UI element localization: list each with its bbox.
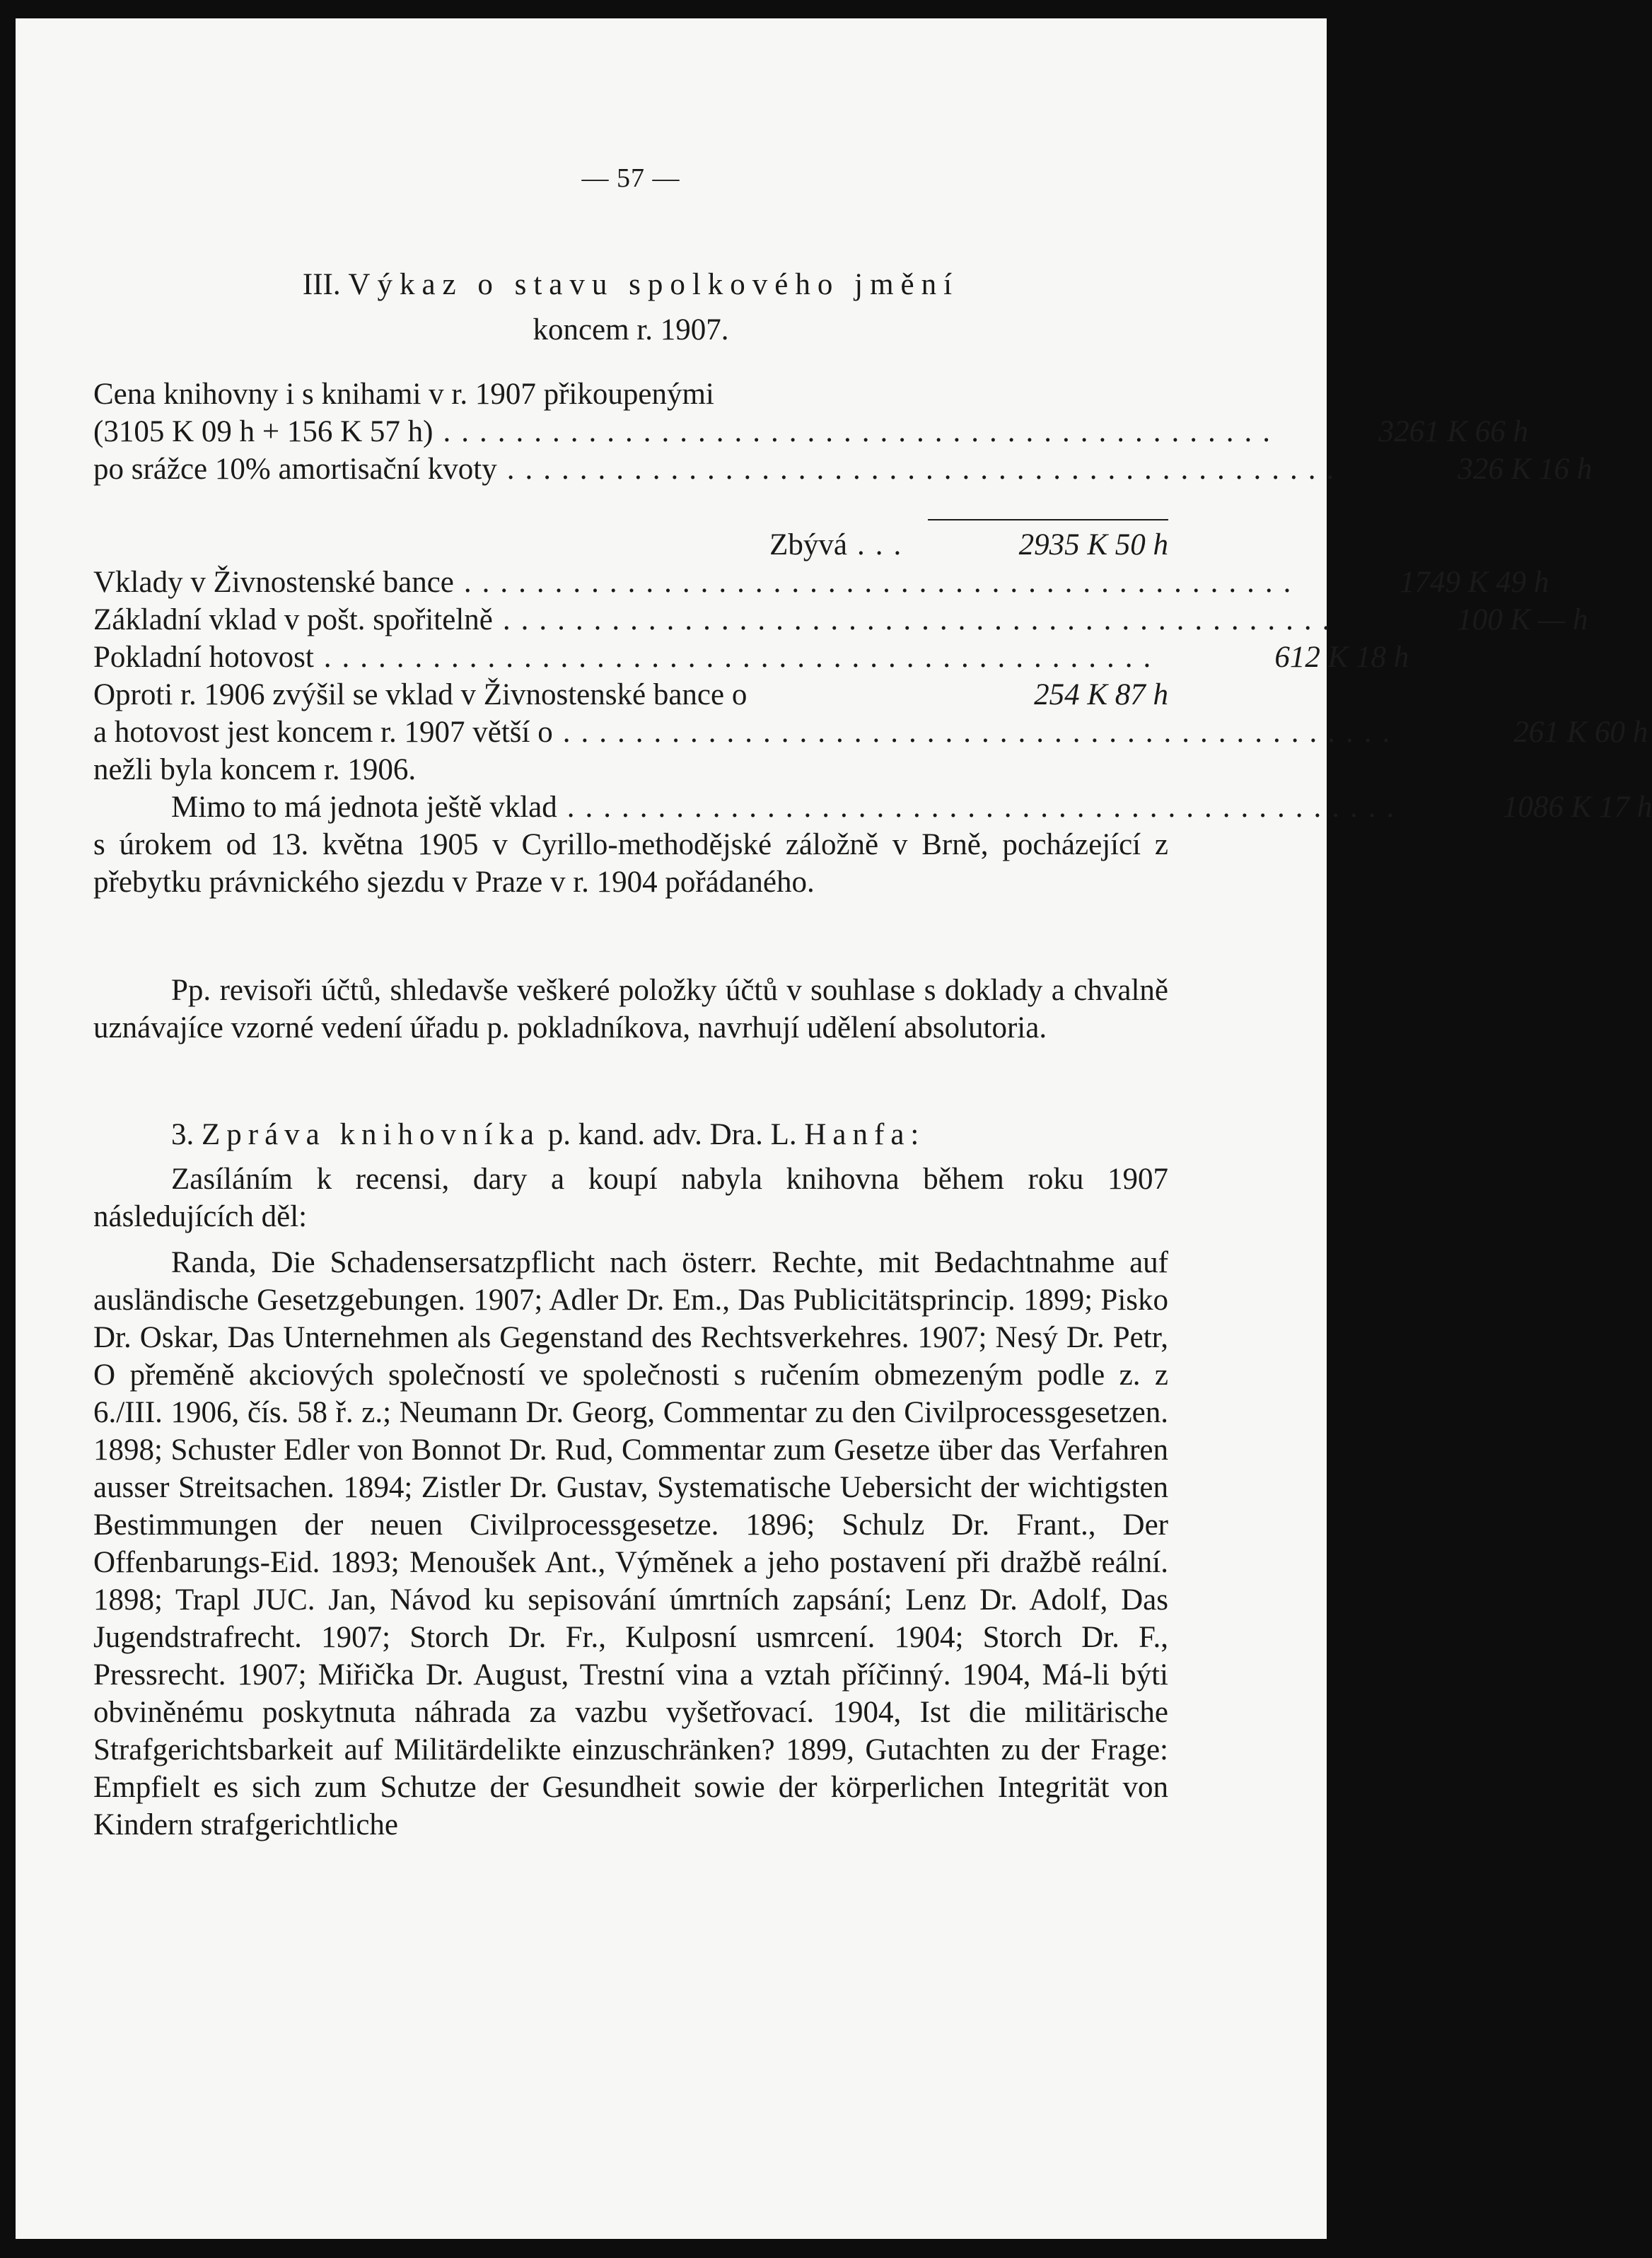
ledger-row: Oproti r. 1906 zvýšil se vklad v Živnostenské bance o 254 K 87 h [93,678,1168,711]
page-number: — 57 — [581,163,680,193]
books-list-paragraph: Randa, Die Schadensersatzpflicht nach österr. Rechte, mit Bedachtnahme auf ausländische Gesetzgebungen. 1907; Adler Dr. Em., Das Publicitätsprincip. 1899; Pisko Dr. Oskar, Das Unternehmen als Gegenstand des Rechtsverkehres. 1907; Nesý Dr. Petr, O přeměně akciových společností ve společnosti s ručením obmezeným podle z. z 6./III. 1906, čís. 58 ř. z.; Neumann Dr. Georg, Commentar zu den Civilprocessgesetzen. 1898; Schuster Edler von Bonnot Dr. Rud, Commentar zum Gesetze über das Verfahren ausser Streitsachen. 1894; Zistler Dr. Gustav, Systematische Uebersicht der wichtigsten Bestimmungen der neuen Civilprocessgesetze. 1896; Schulz Dr. Frant., Der Offenbarungs-Eid. 1893; Menoušek Ant., Výměnek a jeho postavení při dražbě reální. 1898; Trapl JUC. Jan, Návod ku sepisování úmrtních zapsání; Lenz Dr. Adolf, Das Jugendstrafrecht. 1907; Storch Dr. Fr., Kulposní usmrcení. 1904; Storch Dr. F., Pressrecht. 1907; Miřička Dr. August, Trestní vina a vztah příčinný. 1904, Má-li býti obviněnému poskytnuta náhrada za vazbu vyšetřovací. 1904, Ist die militärische Strafgerichtsbarkeit auf Militärdelikte einzuschränken? 1899, Gutachten zu der Frage: Empfielt es sich zum Schutze der Gesundheit sowie der körperlichen Integrität von Kindern strafgerichtliche [93,1246,1168,1841]
sum-rule [928,519,1168,520]
ledger-note: nežli byla koncem r. 1906. [93,753,417,786]
report-author-name: Hanfa: [804,1118,926,1151]
leader-dots: .............................................. [566,791,1405,824]
ledger-extra-row: Mimo to má jednota ještě vklad .............................................. 1086 K 17 h [93,788,1168,826]
deposit-paragraph: s úrokem od 13. května 1905 v Cyrillo-methodějské záložně v Brně, pocházející z přebytku právnického sjezdu v Praze v r. 1904 pořádaného. [93,828,1168,899]
ledger-row: a hotovost jest koncem r. 1907 větší o .............................................. 261 K 60 h [93,714,1168,751]
leader-dots: .............................................. [506,453,1345,486]
heading-line-2: koncem r. 1907. [533,313,729,347]
ledger [93,376,1593,488]
leader-dots: .............................................. [502,603,1341,636]
auditors-paragraph: Pp. revisoři účtů, shledavše veškeré položky účtů v souhlase s doklady a chvalně uznávajíce vzorné vedení úřadu p. pokladníkova, navrhují udělení absolutoria. [93,974,1168,1044]
acquisitions-paragraph: Zasíláním k recensi, dary a koupí nabyla knihovna během roku 1907 následujících děl: [93,1163,1168,1233]
heading-title: Výkaz o stavu spolkového jmění [348,268,960,301]
ledger-intro: Cena knihovny i s knihami v r. 1907 přikoupenými [93,378,714,411]
ledger-row: Zbývá ... 2935 K 50 h [93,526,1168,564]
ledger-row: po srážce 10% amortisační kvoty .............................................. 326 K 16 h [93,450,1168,488]
report-heading [93,1116,1168,1153]
heading-roman-numeral: III. [302,268,341,301]
ledger-balance [93,526,1652,826]
ledger-row: (3105 K 09 h + 156 K 57 h) .............................................. 3261 K 66 h [93,413,1168,450]
leader-dots: ... [857,528,912,561]
ledger-row: Pokladní hotovost .............................................. 612 K 18 h [93,639,1168,676]
ledger-row: Vklady v Živnostenské bance .............................................. 1749 K 49 h [93,564,1168,601]
ledger-row: Základní vklad v pošt. spořitelně .............................................. 100 K — h [93,601,1168,639]
book-page [16,18,1652,2239]
leader-dots: .............................................. [443,415,1281,448]
report-number: 3. [171,1118,194,1151]
leader-dots: .............................................. [562,716,1401,749]
section-heading [93,262,1168,353]
leader-dots: .............................................. [323,641,1162,674]
report-author: p. kand. adv. Dra. L. [547,1118,797,1151]
report-title: Zpráva knihovníka [202,1118,540,1151]
heading-line-1 [93,262,1168,308]
leader-dots: .............................................. [463,566,1302,599]
